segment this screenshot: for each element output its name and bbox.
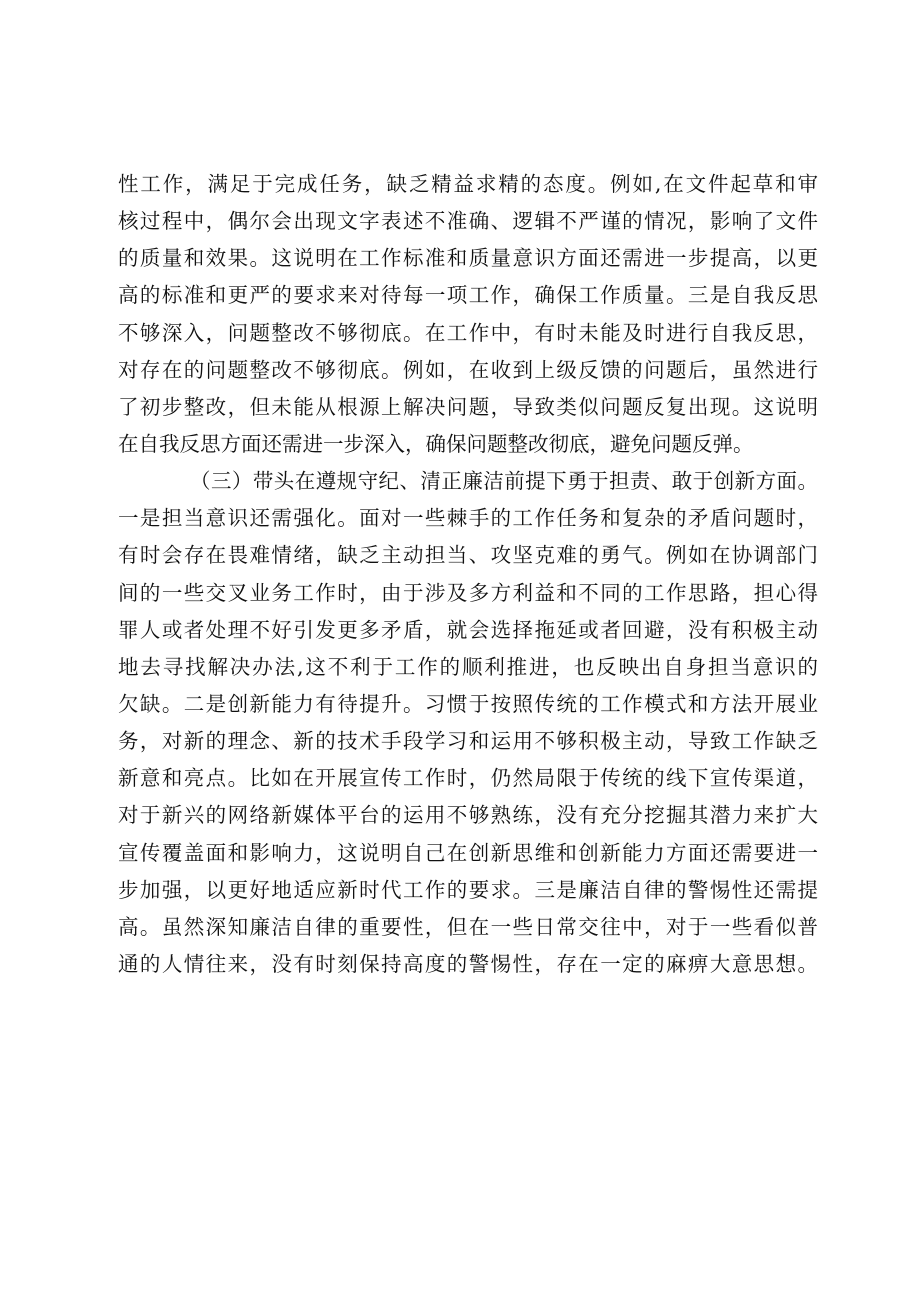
text-line: 的质量和效果。这说明在工作标准和质量意识方面还需进一步提高，以更 xyxy=(118,246,818,271)
text-line: 在自我反思方面还需进一步深入，确保问题整改彻底，避免问题反弹。 xyxy=(118,431,754,456)
text-line: 间的一些交叉业务工作时，由于涉及多方利益和不同的工作思路，担心得 xyxy=(118,580,818,605)
text-line: 务，对新的理念、新的技术手段学习和运用不够积极主动，导致工作缺乏 xyxy=(118,729,818,754)
text-line: 罪人或者处理不好引发更多矛盾，就会选择拖延或者回避，没有积极主动 xyxy=(118,617,818,642)
text-line: 性工作，满足于完成任务，缺乏精益求精的态度。例如,在文件起草和审 xyxy=(118,172,818,196)
section-heading-line: （三）带头在遵规守纪、清正廉洁前提下勇于担责、敢于创新方面。 xyxy=(190,469,818,494)
text-line: 核过程中，偶尔会出现文字表述不准确、逻辑不严谨的情况，影响了文件 xyxy=(118,209,818,234)
text-line: 一是担当意识还需强化。面对一些棘手的工作任务和复杂的矛盾问题时， xyxy=(118,506,818,531)
text-line: 高。虽然深知廉洁自律的重要性，但在一些日常交往中，对于一些看似普 xyxy=(118,914,818,939)
text-line: 宣传覆盖面和影响力，这说明自己在创新思维和创新能力方面还需要进一 xyxy=(118,840,818,865)
text-line: 高的标准和更严的要求来对待每一项工作，确保工作质量。三是自我反思 xyxy=(118,283,818,308)
text-line: 地去寻找解决办法,这不利于工作的顺利推进，也反映出自身担当意识的 xyxy=(118,654,818,679)
text-line: 通的人情往来，没有时刻保持高度的警惕性，存在一定的麻痹大意思想。 xyxy=(118,951,818,976)
text-line: 不够深入，问题整改不够彻底。在工作中，有时未能及时进行自我反思， xyxy=(118,320,818,345)
text-line: 了初步整改，但未能从根源上解决问题，导致类似问题反复出现。这说明 xyxy=(118,394,818,419)
body-text xyxy=(118,166,818,983)
text-line: 新意和亮点。比如在开展宣传工作时，仍然局限于传统的线下宣传渠道， xyxy=(118,766,818,791)
text-line: 对存在的问题整改不够彻底。例如，在收到上级反馈的问题后，虽然进行 xyxy=(118,357,818,382)
text-line: 有时会存在畏难情绪，缺乏主动担当、攻坚克难的勇气。例如在协调部门 xyxy=(118,543,818,568)
text-line: 步加强，以更好地适应新时代工作的要求。三是廉洁自律的警惕性还需提 xyxy=(118,877,818,902)
text-line: 欠缺。二是创新能力有待提升。习惯于按照传统的工作模式和方法开展业 xyxy=(118,691,818,716)
text-line: 对于新兴的网络新媒体平台的运用不够熟练，没有充分挖掘其潜力来扩大 xyxy=(118,803,818,828)
